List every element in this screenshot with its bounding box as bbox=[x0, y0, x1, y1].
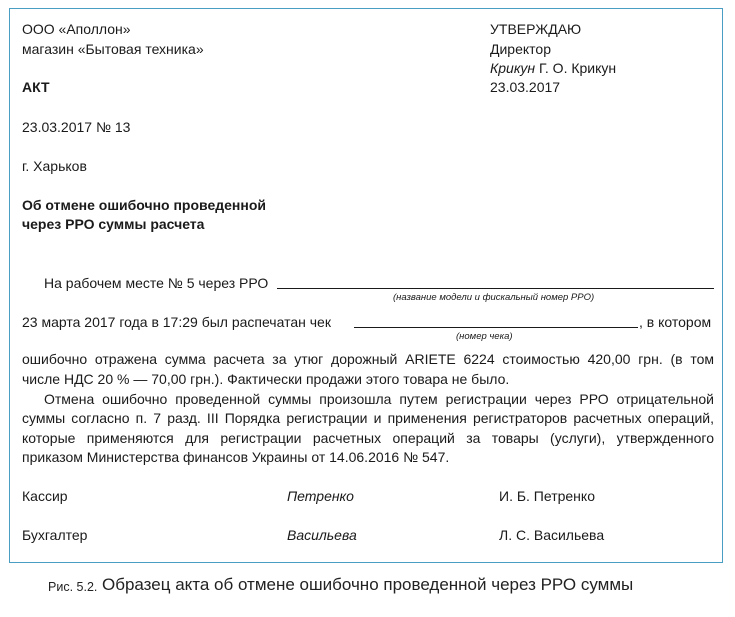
cashier-role: Кассир bbox=[22, 488, 68, 504]
error-description-line-2: числе НДС 20 % — 70,00 грн.). Фактически продажи этого товара не было. bbox=[22, 371, 510, 387]
accountant-signature: Васильева bbox=[287, 527, 357, 543]
receipt-text-end: , в котором bbox=[639, 314, 712, 330]
rro-blank-line bbox=[277, 288, 714, 289]
cancellation-line-1: Отмена ошибочно проведенной суммы произошла путем регистрации через РРО отрицательной bbox=[44, 391, 714, 407]
cancellation-line-3: которые применяются для регистрации расчетных операций за товары (услуги), утвержденного bbox=[22, 430, 714, 446]
document-date-number: 23.03.2017 № 13 bbox=[22, 119, 131, 135]
subject-line-1: Об отмене ошибочно проведенной bbox=[22, 197, 266, 213]
subject-line-2: через РРО суммы расчета bbox=[22, 216, 205, 232]
figure-caption-prefix: Рис. 5.2. bbox=[48, 580, 98, 594]
approval-title: УТВЕРЖДАЮ bbox=[490, 21, 582, 37]
director-name: Г. О. Крикун bbox=[539, 60, 617, 76]
receipt-text: 23 марта 2017 года в 17:29 был распечатан чек bbox=[22, 314, 331, 330]
cancellation-line-4: приказом Министерства финансов Украины от 14.06.2016 № 547. bbox=[22, 449, 450, 465]
error-description-line-1: ошибочно отражена сумма расчета за утюг дорожный ARIETE 6224 стоимостью 420,00 грн. (в том bbox=[22, 351, 714, 367]
rro-hint: (название модели и фискальный номер РРО) bbox=[393, 292, 595, 303]
figure-caption: Образец акта об отмене ошибочно проведенной через РРО суммы bbox=[102, 575, 634, 594]
cancellation-line-2: суммы согласно п. 7 разд. III Порядка регистрации и применения регистраторов расчетных операций, bbox=[22, 410, 714, 426]
document-type: АКТ bbox=[22, 79, 50, 95]
receipt-blank-line bbox=[354, 327, 638, 328]
approval-signature-line bbox=[490, 59, 616, 77]
cashier-signature: Петренко bbox=[287, 488, 354, 504]
accountant-name: Л. С. Васильева bbox=[499, 527, 605, 543]
approval-date: 23.03.2017 bbox=[490, 79, 561, 95]
document-city: г. Харьков bbox=[22, 158, 87, 174]
receipt-hint: (номер чека) bbox=[456, 331, 513, 342]
approval-position: Директор bbox=[490, 41, 551, 57]
cashier-name: И. Б. Петренко bbox=[499, 488, 595, 504]
company-name: ООО «Аполлон» bbox=[22, 21, 131, 37]
accountant-role: Бухгалтер bbox=[22, 527, 88, 543]
director-signature: Крикун bbox=[490, 60, 536, 76]
store-name: магазин «Бытовая техника» bbox=[22, 41, 204, 57]
workplace-text: На рабочем месте № 5 через РРО bbox=[44, 275, 269, 291]
